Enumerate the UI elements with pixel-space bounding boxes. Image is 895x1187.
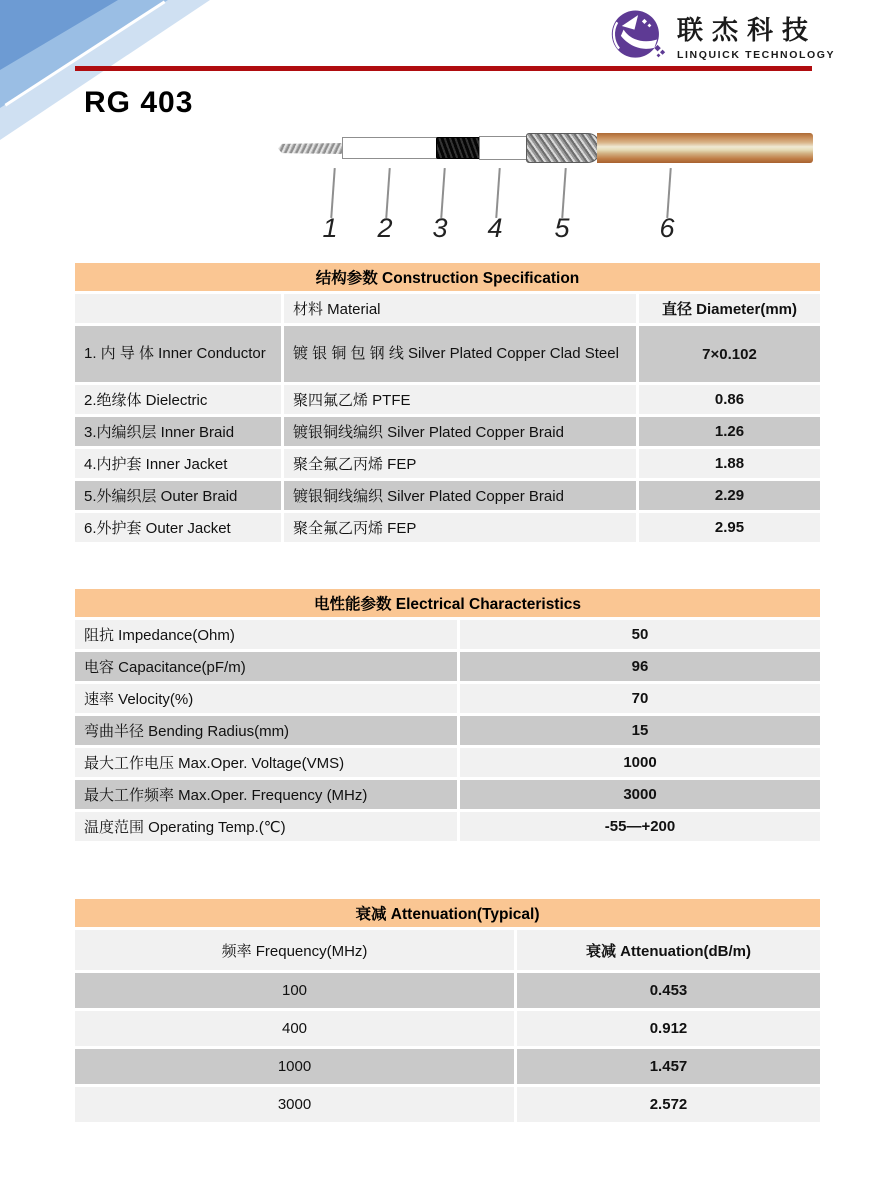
construction-table-title: 结构参数 Construction Specification [75, 263, 820, 291]
electrical-row-value: 96 [460, 652, 820, 681]
attenuation-row-frequency: 1000 [75, 1049, 514, 1084]
diagram-inner-braid [436, 137, 482, 159]
diagram-inner-jacket [479, 136, 528, 160]
construction-row-material: 镀 银 铜 包 钢 线 Silver Plated Copper Clad Steel [284, 326, 636, 382]
construction-row-name: 5.外编织层 Outer Braid [75, 481, 281, 510]
electrical-row-label: 电容 Capacitance(pF/m) [75, 652, 457, 681]
electrical-row-label: 速率 Velocity(%) [75, 684, 457, 713]
construction-row-name: 3.内编织层 Inner Braid [75, 417, 281, 446]
construction-header-diameter: 直径 Diameter(mm) [639, 294, 820, 323]
leader-line-2 [385, 168, 390, 218]
company-logo [610, 6, 835, 64]
attenuation-row-value: 1.457 [517, 1049, 820, 1084]
construction-row-material: 镀银铜线编织 Silver Plated Copper Braid [284, 481, 636, 510]
construction-header-empty [75, 294, 281, 323]
electrical-table-title: 电性能参数 Electrical Characteristics [75, 589, 820, 617]
part-number-label-5: 5 [554, 213, 570, 243]
corner-decoration [0, 0, 215, 145]
part-number-label-4: 4 [487, 213, 503, 243]
attenuation-row-value: 2.572 [517, 1087, 820, 1122]
electrical-table [75, 589, 820, 841]
construction-row-diameter: 2.95 [639, 513, 820, 542]
electrical-row-value: 70 [460, 684, 820, 713]
leader-line-5 [561, 168, 566, 218]
part-number-label-3: 3 [432, 213, 448, 243]
page-title: RG 403 [84, 86, 194, 119]
logo-text [677, 10, 835, 61]
diagram-dielectric [342, 137, 442, 159]
electrical-row-value: -55—+200 [460, 812, 820, 841]
electrical-row-label: 最大工作电压 Max.Oper. Voltage(VMS) [75, 748, 457, 777]
attenuation-row-value: 0.912 [517, 1011, 820, 1046]
cable-diagram [270, 120, 830, 250]
part-number-label-1: 1 [322, 213, 338, 243]
electrical-row-value: 1000 [460, 748, 820, 777]
attenuation-table-grid [75, 930, 820, 1122]
electrical-row-value: 15 [460, 716, 820, 745]
construction-table [75, 263, 820, 542]
leader-line-4 [495, 168, 500, 218]
logo-mark-icon [610, 6, 668, 64]
electrical-row-value: 3000 [460, 780, 820, 809]
header-rule [75, 66, 812, 71]
attenuation-row-frequency: 400 [75, 1011, 514, 1046]
construction-row-material: 聚全氟乙丙烯 FEP [284, 513, 636, 542]
construction-row-name: 2.绝缘体 Dielectric [75, 385, 281, 414]
electrical-row-label: 温度范围 Operating Temp.(℃) [75, 812, 457, 841]
company-name-en: LINQUICK TECHNOLOGY [677, 48, 836, 61]
construction-table-grid [75, 294, 820, 542]
part-number-label-2: 2 [377, 213, 393, 243]
electrical-row-label: 最大工作频率 Max.Oper. Frequency (MHz) [75, 780, 457, 809]
construction-row-diameter: 7×0.102 [639, 326, 820, 382]
electrical-row-label: 阻抗 Impedance(Ohm) [75, 620, 457, 649]
electrical-row-value: 50 [460, 620, 820, 649]
part-number-label-6: 6 [659, 213, 675, 243]
construction-row-diameter: 1.88 [639, 449, 820, 478]
company-name-cn: 联杰科技 [677, 14, 818, 45]
electrical-table-grid [75, 620, 820, 841]
construction-row-diameter: 1.26 [639, 417, 820, 446]
construction-row-diameter: 0.86 [639, 385, 820, 414]
attenuation-row-value: 0.453 [517, 973, 820, 1008]
construction-row-name: 4.内护套 Inner Jacket [75, 449, 281, 478]
electrical-row-label: 弯曲半径 Bending Radius(mm) [75, 716, 457, 745]
attenuation-table-title: 衰减 Attenuation(Typical) [75, 899, 820, 927]
construction-row-diameter: 2.29 [639, 481, 820, 510]
construction-row-name: 1. 内 导 体 Inner Conductor [75, 326, 281, 382]
construction-row-material: 聚四氟乙烯 PTFE [284, 385, 636, 414]
diagram-outer-braid [526, 133, 600, 163]
leader-line-1 [330, 168, 335, 218]
attenuation-table [75, 899, 820, 1122]
leader-line-6 [666, 168, 671, 218]
leader-line-3 [440, 168, 445, 218]
construction-row-name: 6.外护套 Outer Jacket [75, 513, 281, 542]
construction-header-material: 材料 Material [284, 294, 636, 323]
diagram-outer-jacket [597, 133, 813, 163]
attenuation-row-frequency: 3000 [75, 1087, 514, 1122]
attenuation-header-attenuation: 衰减 Attenuation(dB/m) [517, 930, 820, 970]
diagram-center-conductor [278, 143, 344, 154]
construction-row-material: 镀银铜线编织 Silver Plated Copper Braid [284, 417, 636, 446]
construction-row-material: 聚全氟乙丙烯 FEP [284, 449, 636, 478]
attenuation-header-frequency: 频率 Frequency(MHz) [75, 930, 514, 970]
attenuation-row-frequency: 100 [75, 973, 514, 1008]
